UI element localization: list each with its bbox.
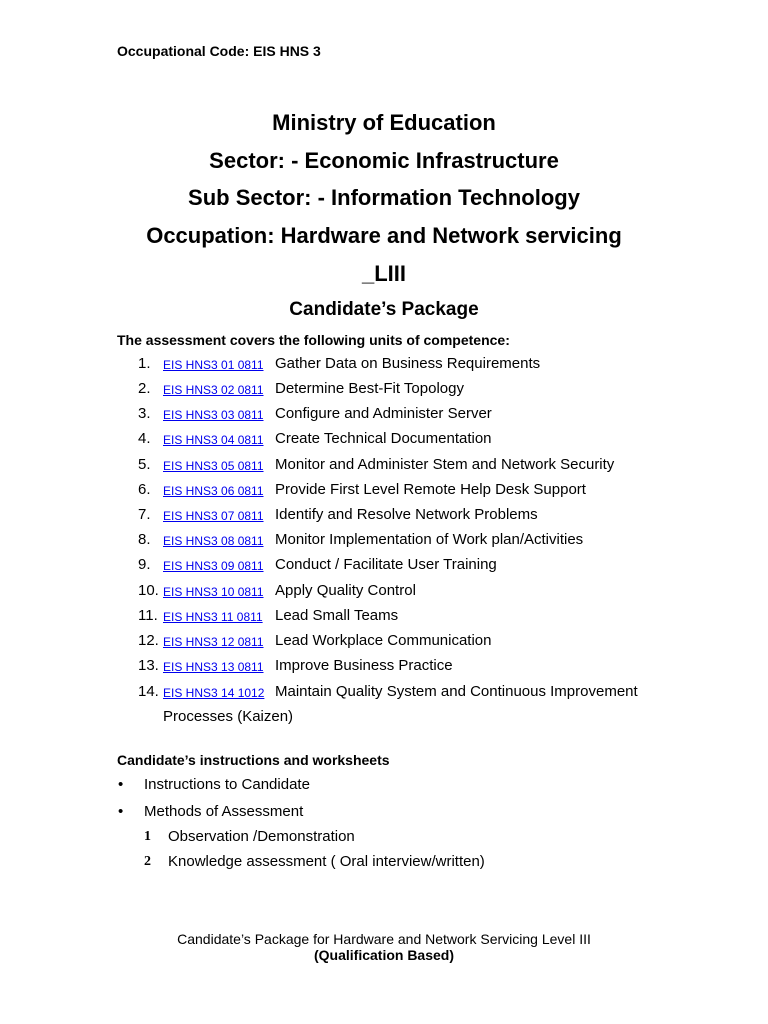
unit-number: 9. [138, 556, 151, 573]
unit-item [0, 430, 768, 452]
occupation-heading: Occupation: Hardware and Network servicing [146, 223, 622, 248]
package-heading: Candidate’s Package [289, 299, 479, 320]
unit-item [0, 355, 768, 377]
instructions-heading: Candidate’s instructions and worksheets [117, 752, 390, 768]
sector-heading: Sector: - Economic Infrastructure [209, 148, 559, 173]
unit-code-link[interactable]: EIS HNS3 07 0811 [163, 509, 264, 523]
unit-item [0, 506, 768, 528]
unit-title: Conduct / Facilitate User Training [275, 556, 497, 573]
unit-title: Create Technical Documentation [275, 430, 492, 447]
unit-code-link[interactable]: EIS HNS3 01 0811 [163, 358, 264, 372]
unit-number: 4. [138, 430, 151, 447]
unit-title: Lead Workplace Communication [275, 632, 492, 649]
method-text: Observation /Demonstration [168, 828, 355, 845]
unit-title: Provide First Level Remote Help Desk Support [275, 481, 586, 498]
unit-number: 14. [138, 683, 159, 700]
unit-code-link[interactable]: EIS HNS3 05 0811 [163, 459, 264, 473]
level-heading: _LIII [361, 261, 406, 286]
bullet-icon: • [118, 776, 124, 793]
unit-title-continuation: Processes (Kaizen) [163, 708, 294, 725]
unit-title: Determine Best-Fit Topology [275, 380, 464, 397]
unit-number: 2. [138, 380, 151, 397]
unit-title: Improve Business Practice [275, 657, 453, 674]
bullet-icon: • [118, 803, 124, 820]
unit-item [0, 380, 768, 402]
unit-code-link[interactable]: EIS HNS3 13 0811 [163, 660, 264, 674]
unit-title: Maintain Quality System and Continuous Improvement [275, 683, 638, 700]
unit-number: 3. [138, 405, 151, 422]
unit-title: Monitor and Administer Stem and Network Security [275, 456, 615, 473]
unit-code-link[interactable]: EIS HNS3 06 0811 [163, 484, 264, 498]
unit-item [0, 556, 768, 578]
unit-item [0, 481, 768, 503]
footer-title: Candidate’s Package for Hardware and Network Servicing Level III [177, 931, 591, 947]
unit-item [0, 657, 768, 679]
bullet-text: Instructions to Candidate [144, 776, 310, 793]
unit-number: 6. [138, 481, 151, 498]
unit-title: Configure and Administer Server [275, 405, 492, 422]
unit-title: Monitor Implementation of Work plan/Activities [275, 531, 584, 548]
unit-code-link[interactable]: EIS HNS3 03 0811 [163, 408, 264, 422]
unit-item [0, 683, 768, 725]
unit-code-link[interactable]: EIS HNS3 09 0811 [163, 559, 264, 573]
occupational-code: Occupational Code: EIS HNS 3 [117, 43, 321, 59]
ministry-heading: Ministry of Education [272, 110, 496, 135]
unit-number: 8. [138, 531, 151, 548]
unit-number: 10. [138, 582, 159, 599]
unit-title: Gather Data on Business Requirements [275, 355, 541, 372]
method-number: 1 [144, 829, 151, 844]
unit-item [0, 531, 768, 553]
method-number: 2 [144, 854, 151, 869]
unit-item [0, 632, 768, 654]
unit-code-link[interactable]: EIS HNS3 12 0811 [163, 635, 264, 649]
unit-code-link[interactable]: EIS HNS3 14 1012 [163, 686, 265, 700]
unit-title: Lead Small Teams [275, 607, 399, 624]
unit-title: Apply Quality Control [275, 582, 416, 599]
unit-code-link[interactable]: EIS HNS3 10 0811 [163, 585, 264, 599]
sub-sector-heading: Sub Sector: - Information Technology [188, 185, 580, 210]
unit-number: 11. [138, 607, 158, 624]
bullet-text: Methods of Assessment [144, 803, 304, 820]
unit-code-link[interactable]: EIS HNS3 11 0811 [163, 610, 263, 624]
unit-item [0, 405, 768, 427]
method-text: Knowledge assessment ( Oral interview/written) [168, 853, 485, 870]
unit-title: Identify and Resolve Network Problems [275, 506, 538, 523]
unit-number: 12. [138, 632, 159, 649]
unit-code-link[interactable]: EIS HNS3 04 0811 [163, 433, 264, 447]
unit-number: 5. [138, 456, 151, 473]
unit-code-link[interactable]: EIS HNS3 02 0811 [163, 383, 264, 397]
unit-number: 13. [138, 657, 159, 674]
unit-item [0, 582, 768, 604]
units-intro: The assessment covers the following units of competence: [117, 332, 510, 348]
unit-item [0, 607, 768, 629]
footer-subtitle: (Qualification Based) [313, 947, 455, 963]
unit-number: 7. [138, 506, 151, 523]
unit-item [0, 456, 768, 478]
unit-code-link[interactable]: EIS HNS3 08 0811 [163, 534, 264, 548]
unit-number: 1. [138, 355, 151, 372]
